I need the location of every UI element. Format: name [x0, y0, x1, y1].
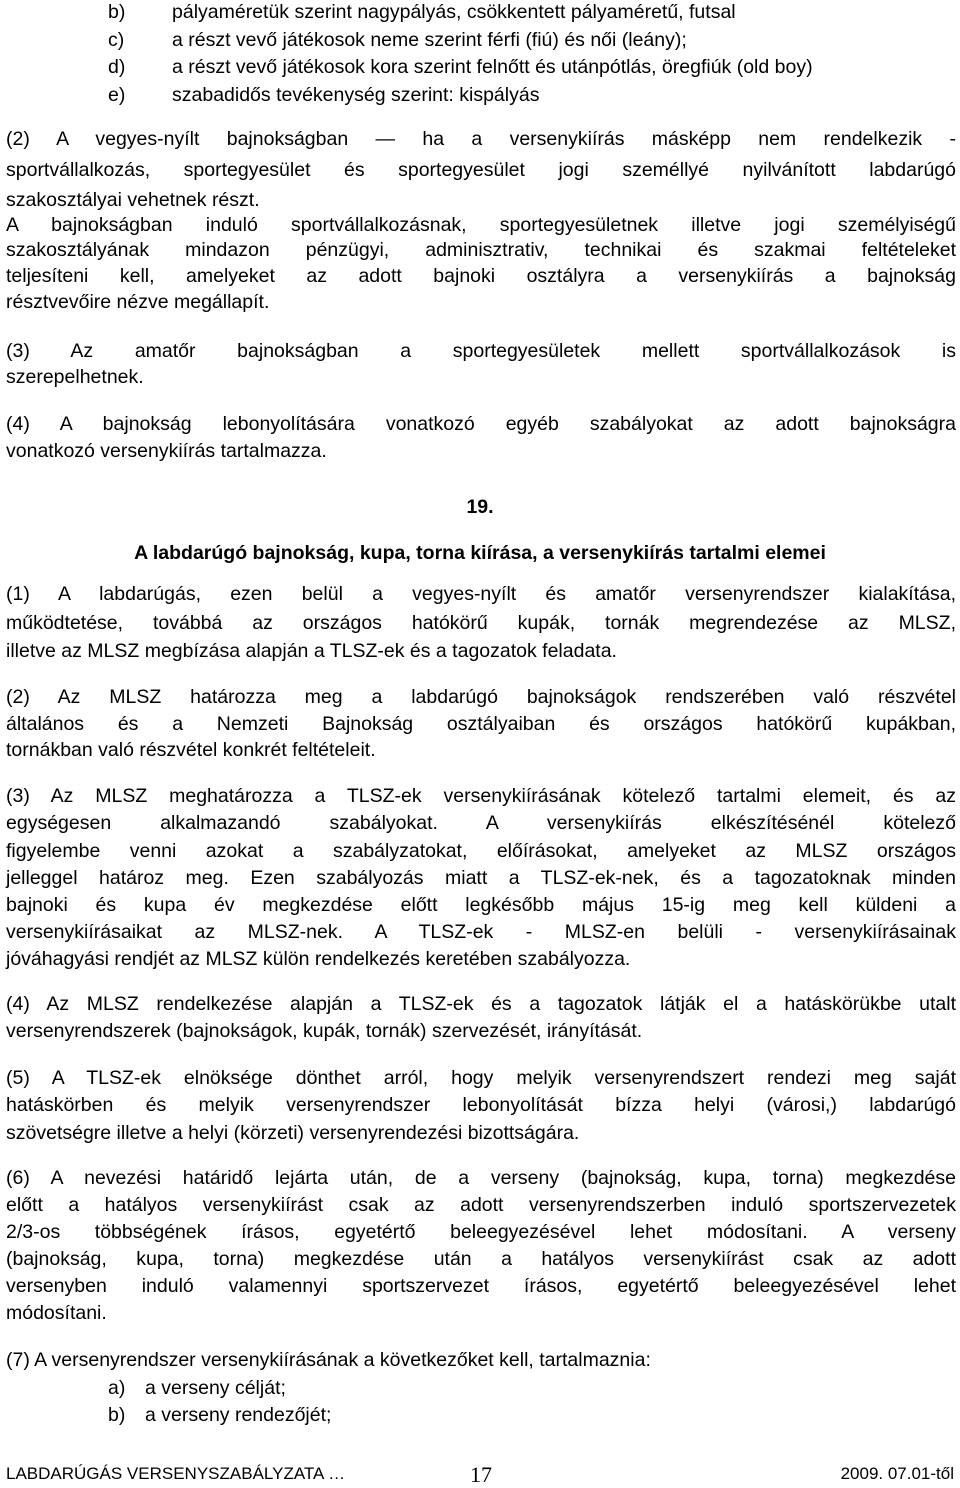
list-item-label: e) [108, 84, 126, 106]
paragraph-2-line: szakosztályai vehetnek részt. [6, 189, 260, 211]
paragraph-2-line: szakosztályának mindazon pénzügyi, adminisztrativ, technikai és szakmai feltételeket [6, 239, 956, 261]
list-item-text: a részt vevő játékosok kora szerint felnőtt és utánpótlás, öregfiúk (old boy) [172, 56, 813, 78]
section-1-line: (1) A labdarúgás, ezen belül a vegyes-nyílt és amatőr versenyrendszer kialakítása, [6, 583, 956, 605]
section-4-line: versenyrendszerek (bajnokságok, kupák, tornák) szervezését, irányítását. [6, 1020, 643, 1042]
footer-date: 2009. 07.01-től [840, 1464, 954, 1483]
list-item-label: a) [108, 1377, 126, 1399]
paragraph-2-line: (2) A vegyes-nyílt bajnokságban — ha a versenykiírás másképp nem rendelkezik - [6, 128, 956, 150]
section-3-line: jelleggel határoz meg. Ezen szabályozás miatt a TLSZ-ek-nek, és a tagozatoknak minden [6, 867, 956, 889]
section-2-line: tornákban való részvétel konkrét feltételeit. [6, 739, 376, 761]
section-5-line: hatáskörben és melyik versenyrendszer lebonyolítását bízza helyi (városi,) labdarúgó [6, 1094, 956, 1116]
section-3-line: versenykiírásaikat az MLSZ-nek. A TLSZ-ek - MLSZ-en belüli - versenykiírásainak [6, 921, 956, 943]
paragraph-2-line: teljesíteni kell, amelyeket az adott bajnoki osztályra a versenykiírás a bajnokság [6, 265, 956, 287]
list-item-text: a verseny rendezőjét; [145, 1404, 332, 1426]
section-5-line: (5) A TLSZ-ek elnöksége dönthet arról, hogy melyik versenyrendszert rendezi meg saját [6, 1067, 956, 1089]
list-item-text: a verseny célját; [145, 1377, 286, 1399]
list-item-text: pályaméretük szerint nagypályás, csökkentett pályaméretű, futsal [172, 1, 736, 23]
section-3-line: bajnoki és kupa év megkezdése előtt legkésőbb május 15-ig meg kell küldeni a [6, 894, 956, 916]
list-item-text: a részt vevő játékosok neme szerint férfi (fiú) és női (leány); [172, 29, 687, 51]
section-6-line: módosítani. [6, 1302, 107, 1324]
section-6-line: 2/3-os többségének írásos, egyetértő beleegyezésével lehet módosítani. A verseny [6, 1221, 956, 1243]
section-7-line: (7) A versenyrendszer versenykiírásának a következőket kell, tartalmaznia: [6, 1349, 651, 1371]
paragraph-3-line: szerepelhetnek. [6, 366, 144, 388]
paragraph-2-line: A bajnokságban induló sportvállalkozásnak, sportegyesületnek illetve jogi személyiségű [6, 214, 956, 236]
section-2-line: (2) Az MLSZ határozza meg a labdarúgó bajnokságok rendszerében való részvétel [6, 686, 956, 708]
paragraph-4-line: (4) A bajnokság lebonyolítására vonatkozó egyéb szabályokat az adott bajnokságra [6, 413, 956, 435]
section-6-line: (6) A nevezési határidő lejárta után, de a verseny (bajnokság, kupa, torna) megkezdése [6, 1167, 956, 1189]
paragraph-2-line: sportvállalkozás, sportegyesület és sportegyesület jogi személlyé nyilvánított labdarúgó [6, 159, 956, 181]
paragraph-4-line: vonatkozó versenykiírás tartalmazza. [6, 440, 327, 462]
section-1-line: működtetése, továbbá az országos hatókörű kupák, tornák megrendezése az MLSZ, [6, 612, 956, 634]
paragraph-3-line: (3) Az amatőr bajnokságban a sportegyesületek mellett sportvállalkozások is [6, 340, 956, 362]
section-3-line: egységesen alkalmazandó szabályokat. A versenykiírás elkészítésénél kötelező [6, 812, 956, 834]
page-number: 17 [470, 1462, 492, 1487]
footer-title: LABDARÚGÁS VERSENYSZABÁLYZATA … [6, 1464, 346, 1483]
section-6-line: előtt a hatályos versenykiírást csak az adott versenyrendszerben induló sportszervezetek [6, 1194, 956, 1216]
section-3-line: (3) Az MLSZ meghatározza a TLSZ-ek versenykiírásának kötelező tartalmi elemeit, és az [6, 785, 956, 807]
list-item-label: b) [108, 1, 126, 23]
section-3-line: figyelembe venni azokat a szabályzatokat, előírásokat, amelyeket az MLSZ országos [6, 840, 956, 862]
section-4-line: (4) Az MLSZ rendelkezése alapján a TLSZ-ek és a tagozatok látják el a hatáskörükbe utalt [6, 993, 956, 1015]
list-item-label: c) [108, 29, 125, 51]
section-number: 19. [466, 496, 494, 518]
list-item-label: b) [108, 1404, 126, 1426]
section-2-line: általános és a Nemzeti Bajnokság osztályaiban és országos hatókörű kupákban, [6, 713, 956, 735]
section-5-line: szövetségre illetve a helyi (körzeti) versenyrendezési bizottságára. [6, 1122, 580, 1144]
section-6-line: versenyben induló valamennyi sportszervezet írásos, egyetértő beleegyezésével lehet [6, 1275, 956, 1297]
list-item-text: szabadidős tevékenység szerint: kispályás [172, 84, 540, 106]
section-1-line: illetve az MLSZ megbízása alapján a TLSZ-ek és a tagozatok feladata. [6, 640, 617, 662]
section-title: A labdarúgó bajnokság, kupa, torna kiírása, a versenykiírás tartalmi elemei [134, 542, 826, 564]
list-item-label: d) [108, 56, 126, 78]
paragraph-2-line: résztvevőire nézve megállapít. [6, 291, 270, 313]
section-3-line: jóváhagyási rendjét az MLSZ külön rendelkezés keretében szabályozza. [6, 948, 631, 970]
section-6-line: (bajnokság, kupa, torna) megkezdése után a hatályos versenykiírást csak az adott [6, 1248, 956, 1270]
